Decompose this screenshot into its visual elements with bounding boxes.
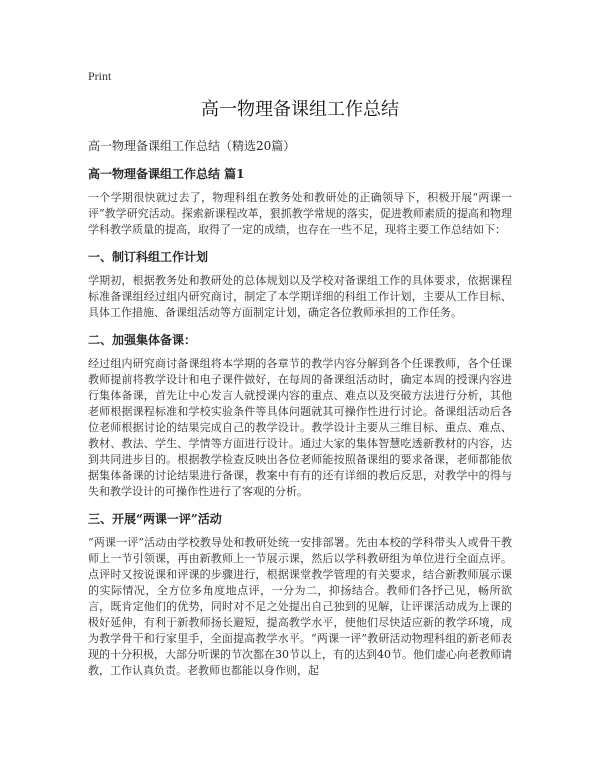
- intro-paragraph: 一个学期很快就过去了，物理科组在教务处和教研处的正确领导下，积极开展“两课一评”教学研究活动。探索新课程改革，狠抓教学常规的落实，促进教师素质的提高和物理学科教学质量的提高，取得了一定的成绩，也存在一些不足，现将主要工作总结如下：: [88, 191, 512, 236]
- document-title: 高一物理备课组工作总结: [201, 99, 399, 120]
- section-heading-3: 三、开展“两课一评”活动: [88, 512, 222, 526]
- section-body-2: 经过组内研究商讨备课组将本学期的各章节的教学内容分解到各个任课教师，各个任课教师提前将教学设计和电子课件做好，在每周的备课组活动时，确定本周的授课内容进行集体备课，首先让中心发言人就授课内容的重点、难点以及突破方法进行分析，其他老师根据课程标准和学校实验条件等具体问题就其可操作性进行讨论。备课组活动后各位老师根据讨论的结果完成自己的教学设计。教学设计主要从三维目标、重点、难点、教材、教法、学生、学情等方面进行设计。通过大家的集体智慧吃透新教材的内容，达到共同进步目的。根据教学检查反映出各位老师能按照备课组的要求备课，老师都能依据集体备课的讨论结果进行备课，教案中有有的还有详细的教后反思，对教学中的得与失和教学设计的可操作性进行了客观的分析。: [88, 357, 512, 498]
- section-body-1: 学期初，根据教务处和教研处的总体规划以及学校对备课组工作的具体要求，依据课程标准备课组经过组内研究商讨，制定了本学期详细的科组工作计划，主要从工作目标、具体工作措施、备课组活动等方面制定计划，确定各位教师承担的工作任务。: [88, 274, 512, 319]
- section-heading-2: 二、加强集体备课：: [88, 333, 197, 347]
- section-heading-1: 一、制订科组工作计划: [88, 250, 209, 264]
- article-title: 高一物理备课组工作总结 篇1: [88, 167, 245, 181]
- document-subtitle: 高一物理备课组工作总结（精选20篇）: [88, 139, 296, 153]
- section-body-3: “两课一评”活动由学校教导处和教研处统一安排部署。先由本校的学科带头人或骨干教师上一节引领课，再由新教师上一节展示课，然后以学科教研组为单位进行全面点评。点评时又按说课和评课的步骤进行，根据课堂教学管理的有关要求，结合新教师展示课的实际情况，全方位多角度地点评，一分为二，抑扬结合。教师们各抒己见，畅所欲言，既肯定他们的优势，同时对不足之处提出自己独到的见解，让评课活动成为上课的极好延伸，有利于新教师扬长避短，提高教学水平，使他们尽快适应新的教学环境，成为教学骨干和行家里手，全面提高教学水平。“两课一评”教研活动物理科组的新老师表现的十分积极，大部分听课的节次都在30节以上，有的达到40节。他们虚心向老教师请教，工作认真负责。老教师也都能以身作则，起: [88, 536, 512, 677]
- print-label: Print: [88, 69, 112, 83]
